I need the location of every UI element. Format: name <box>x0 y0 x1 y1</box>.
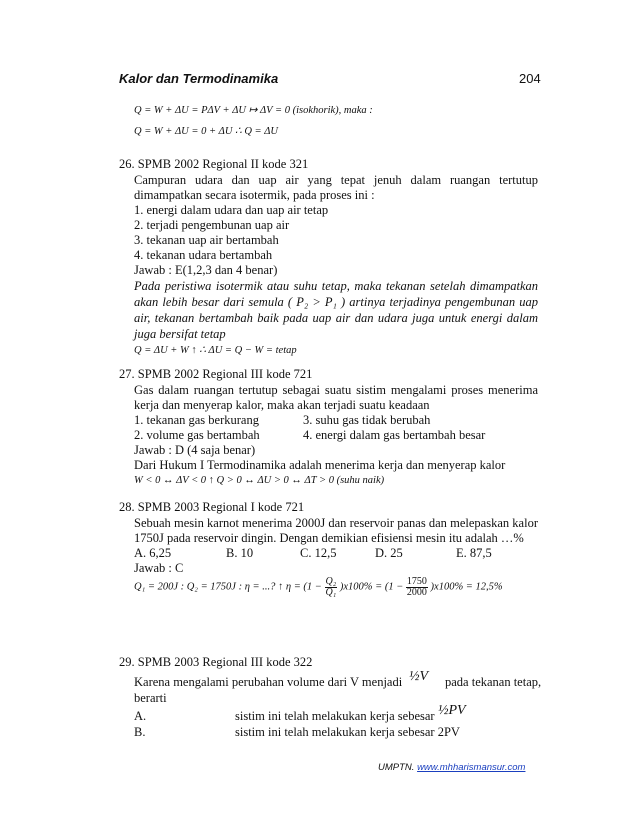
q28-frac2-denominator: 2000 <box>406 587 427 598</box>
q28-option-e: E. 87,5 <box>456 546 492 560</box>
q27-option-1: 1. tekanan gas berkurang <box>134 413 259 427</box>
q26-option-2: 2. terjadi pengembunan uap air <box>134 218 290 232</box>
q28-option-c: C. 12,5 <box>300 546 337 560</box>
q29-option-a-value: ½PV <box>438 703 466 718</box>
page-number: 204 <box>519 71 541 86</box>
q27-stem-line-2: kerja dan menyerap kalor, maka akan terjadi suatu keadaan <box>134 398 430 412</box>
intro-equation-2: Q = W + ΔU = 0 + ΔU ∴ Q = ΔU <box>134 126 279 137</box>
q28-eq-part-1: Q₁ = 200J : Q₂ = 1750J : η = ...? ↑ η = (1 − <box>134 581 322 593</box>
q29-stem-line-1b: pada tekanan tetap, <box>445 675 542 689</box>
q27-stem-line-1: Gas dalam ruangan tertutup sebagai suatu sistim mengalami proses menerima <box>134 383 538 397</box>
q28-efficiency-equation <box>134 577 503 598</box>
q28-frac2-numerator: 1750 <box>406 576 427 587</box>
q26-option-4: 4. tekanan udara bertambah <box>134 248 273 262</box>
q27-answer: Jawab : D (4 saja benar) <box>134 443 256 457</box>
q29-option-a-text: sistim ini telah melakukan kerja sebesar <box>235 709 435 723</box>
q26-stem-line-1: Campuran udara dan uap air yang tepat jenuh dalam ruangan tertutup <box>134 173 538 187</box>
q28-eq-part-3: )x100% = 12,5% <box>430 581 503 593</box>
q29-stem-line-1a: Karena mengalami perubahan volume dari V menjadi <box>134 675 403 689</box>
q26-option-1: 1. energi dalam udara dan uap air tetap <box>134 203 329 217</box>
q29-option-b-label: B. <box>134 725 146 739</box>
q26-option-3: 3. tekanan uap air bertambah <box>134 233 279 247</box>
q28-fraction-1750-2000 <box>406 577 428 598</box>
intro-equation-1: Q = W + ΔU = PΔV + ΔU ↦ ΔV = 0 (isokhorik), maka : <box>134 105 373 116</box>
q28-frac1-denominator: Q₁ <box>325 587 337 598</box>
header-title: Kalor dan Termodinamika <box>119 71 279 86</box>
q28-option-a: A. 6,25 <box>134 546 172 560</box>
q29-option-a-label: A. <box>134 709 147 723</box>
q26-explain-3: air, tekanan bertambah baik pada uap air dan udara juga untuk energi dalam <box>134 311 538 325</box>
q29-option-b-text: sistim ini telah melakukan kerja sebesar 2PV <box>235 725 460 739</box>
footer <box>378 762 525 773</box>
q27-explain: Dari Hukum I Termodinamika adalah menerima kerja dan menyerap kalor <box>134 458 506 472</box>
q29-stem-line-2: berarti <box>134 691 167 705</box>
q26-explain-2: akan lebih besar dari semula ( P₂ > P₁ ) artinya terjadinya pengembunan uap <box>134 295 538 309</box>
q28-heading: 28. SPMB 2003 Regional I kode 721 <box>119 500 305 514</box>
q26-stem-line-2: dimampatkan secara isotermik, pada proses ini : <box>134 188 375 202</box>
q28-option-d: D. 25 <box>375 546 403 560</box>
q26-answer: Jawab : E(1,2,3 dan 4 benar) <box>134 263 278 277</box>
q27-option-3: 3. suhu gas tidak berubah <box>303 413 431 427</box>
q26-heading: 26. SPMB 2002 Regional II kode 321 <box>119 157 309 171</box>
q28-stem-line-1: Sebuah mesin karnot menerima 2000J dan reservoir panas dan melepaskan kalor <box>134 516 538 530</box>
q28-stem-line-2: 1750J pada reservoir dingin. Dengan demikian efisiensi mesin itu adalah …% <box>134 531 524 545</box>
q27-option-2: 2. volume gas bertambah <box>134 428 260 442</box>
q28-eq-part-2: )x100% = (1 − <box>339 581 404 593</box>
footer-link[interactable]: www.mhharismansur.com <box>417 762 526 773</box>
q28-frac1-numerator: Q₂ <box>325 576 337 587</box>
q27-equation: W < 0 ↔ ΔV < 0 ↑ Q > 0 ↔ ΔU > 0 ↔ ΔT > 0 (suhu naik) <box>134 475 385 486</box>
footer-label: UMPTN. <box>378 762 415 773</box>
q28-option-b: B. 10 <box>226 546 254 560</box>
q26-explain-1: Pada peristiwa isotermik atau suhu tetap, maka tekanan setelah dimampatkan <box>134 279 538 293</box>
q29-heading: 29. SPMB 2003 Regional III kode 322 <box>119 655 313 669</box>
q27-heading: 27. SPMB 2002 Regional III kode 721 <box>119 367 313 381</box>
q26-explain-4: juga bersifat tetap <box>134 327 226 341</box>
q29-half-v: ½V <box>409 669 429 684</box>
q28-answer: Jawab : C <box>134 561 184 575</box>
q27-option-4: 4. energi dalam gas bertambah besar <box>303 428 486 442</box>
q26-equation: Q = ΔU + W ↑ ∴ ΔU = Q − W = tetap <box>134 345 297 356</box>
q28-fraction-q2-q1 <box>325 577 338 598</box>
